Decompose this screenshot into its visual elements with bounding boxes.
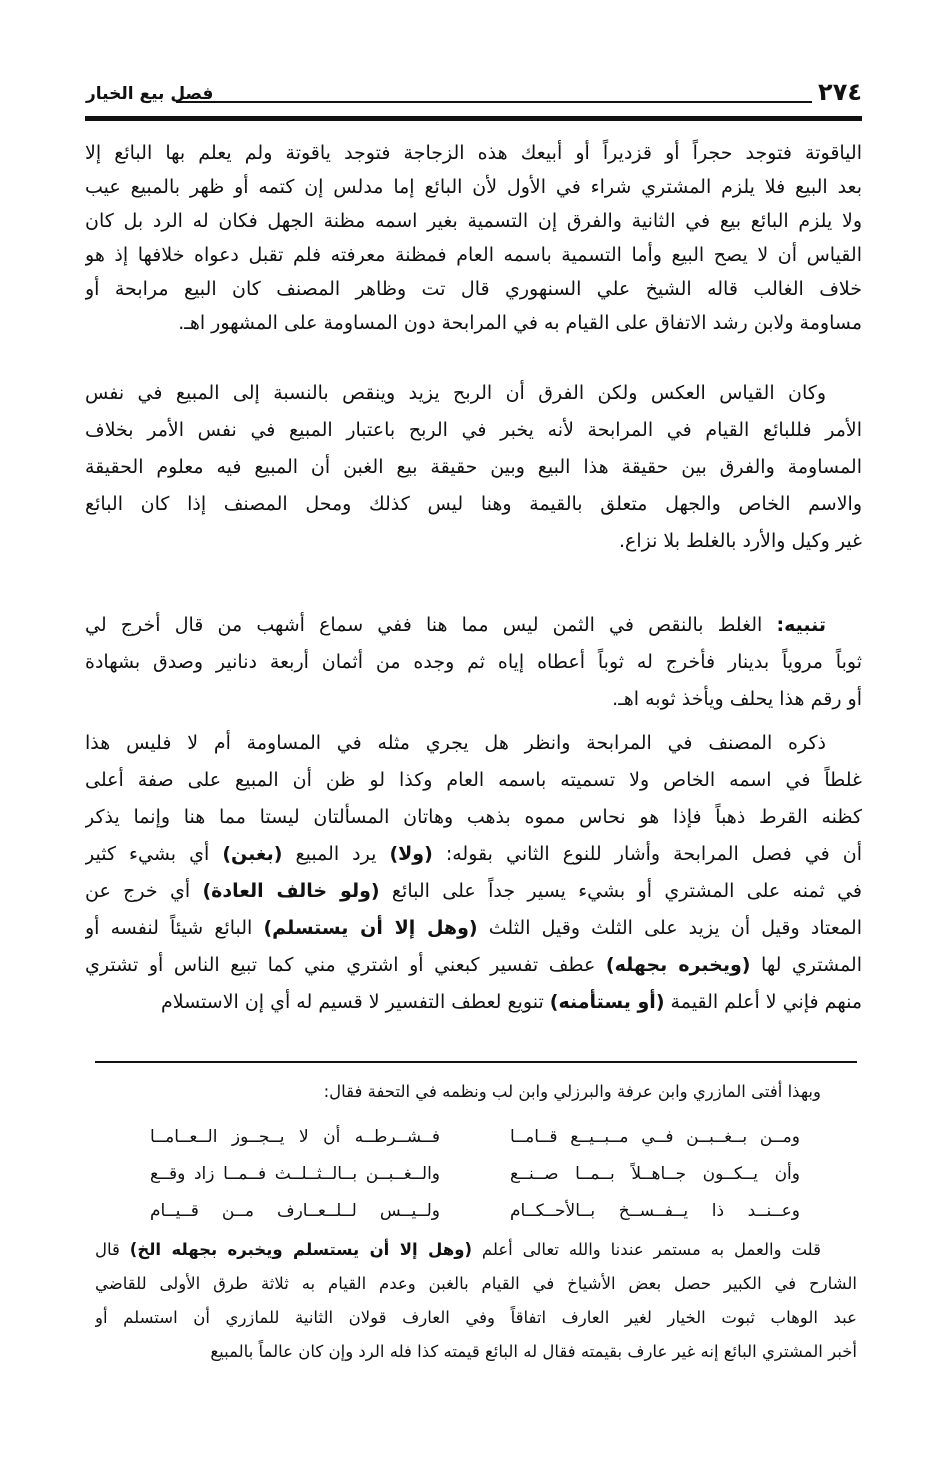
- text-line: [85, 136, 862, 170]
- text-line: [95, 1301, 857, 1335]
- text-segment: القياس أن لا يصح البيع وأما التسمية باسمه العام فمظنة معرفته فلم تقبل دعواه خلافها إذ هو: [85, 244, 862, 266]
- text-segment: وكان القياس العكس ولكن الفرق أن الربح يزيد وينقص بالنسبة إلى المبيع في نفس: [85, 382, 826, 404]
- text-line: [85, 170, 862, 204]
- text-segment: الياقوتة فتوجد حجراً أو قزديراً أو أبيعك هذه الزجاجة فتوجد ياقوتة ولم يعلم بها البائع إلا: [85, 142, 862, 164]
- paragraph-2: [85, 375, 862, 560]
- bold-matn-text: تنبيه:: [776, 614, 826, 636]
- verse-row: [140, 1193, 810, 1230]
- text-line: [85, 523, 862, 560]
- text-segment: المعتاد وقيل أن يزيد على الثلث وقيل الثلث: [477, 917, 862, 939]
- text-line: [85, 412, 862, 449]
- bold-matn-text: (وهل إلا أن يستسلم): [263, 917, 478, 939]
- paragraph-1: [85, 136, 862, 340]
- text-line: [85, 947, 862, 984]
- text-segment: تنويع لعطف التفسير لا قسيم له أي إن الاستسلام: [160, 991, 550, 1013]
- text-segment: كظنه القرط ذهباً فإذا هو نحاس مموه بذهب وهاتان المسألتان ليستا مما هنا وإنما يذكر: [85, 806, 862, 828]
- text-line: [85, 910, 862, 947]
- text-segment: الغلط بالنقص في الثمن ليس مما هنا ففي سماع أشهب من قال أخرج لي: [85, 614, 777, 636]
- paragraph-4: [85, 725, 862, 1021]
- text-segment: غير وكيل والأرد بالغلط بلا نزاع.: [618, 530, 862, 552]
- text-line: [85, 836, 862, 873]
- text-segment: أخبر المشتري البائع إنه غير عارف بقيمته فقال له البائع قيمته كذا فله الرد وإن كان عالماً بالمبيع: [210, 1342, 857, 1361]
- text-segment: أي بشيء كثير: [85, 843, 223, 865]
- text-segment: منهم فإني لا أعلم القيمة: [664, 991, 862, 1013]
- text-segment: عطف تفسير كبعني أو اشتري مني كما تبيع الناس أو تشتري: [85, 954, 606, 976]
- text-segment: مساومة ولابن رشد الاتفاق على القيام به في المرابحة دون المساومة على المشهور اهـ.: [178, 312, 862, 334]
- bold-matn-text: (وهل إلا أن يستسلم ويخبره بجهله الخ): [129, 1240, 472, 1259]
- text-line: [85, 272, 862, 306]
- verse-first-hemistich: ومــن بــغــبــن فــي مــبــيــع قــامــا: [510, 1127, 800, 1147]
- bold-matn-text: (ولا): [389, 843, 433, 865]
- paragraph-3-note: [85, 607, 862, 718]
- text-segment: الشارح في الكبير حصل بعض الأشياخ في القيام بالغبن وعدم القيام به ثلاثة طرق الأولى للقاضي: [95, 1274, 857, 1293]
- verse-second-hemistich: فــشــرطــه أن لا يــجــوز الــعــامــا: [150, 1127, 440, 1147]
- text-segment: البائع شيئاً لنفسه أو: [85, 917, 264, 939]
- text-line: [85, 984, 862, 1021]
- footnote-rule: [95, 1061, 857, 1063]
- bold-matn-text: (ولو خالف العادة): [202, 880, 380, 902]
- text-line: [95, 1267, 857, 1301]
- verse-row: [140, 1119, 810, 1156]
- text-line: [85, 486, 862, 523]
- text-segment: ذكره المصنف في المرابحة وانظر هل يجري مثله في المساومة أم لا فليس هذا: [85, 732, 826, 754]
- text-segment: يرد المبيع: [282, 843, 390, 865]
- verse-second-hemistich: ولــيــس لــلــعــارف مــن قــيــام: [150, 1201, 440, 1221]
- footnote-verses: [140, 1119, 810, 1230]
- text-segment: أن في فصل المرابحة وأشار للنوع الثاني بقوله:: [432, 843, 862, 865]
- verse-second-hemistich: والــغــبــن بــالــثــلــث فــمــا زاد وقــع: [150, 1164, 440, 1184]
- bold-matn-text: (بغبن): [222, 843, 283, 865]
- text-segment: قلت والعمل به مستمر عندنا والله تعالى أعلم: [472, 1240, 822, 1259]
- text-segment: خلاف الغالب قاله الشيخ علي السنهوري قال تت وظاهر المصنف كان البيع مرابحة أو: [85, 278, 862, 300]
- text-segment: المشتري لها: [750, 954, 862, 976]
- footnote-intro-text: وبهذا أفتى المازري وابن عرفة والبرزلي وابن لب ونظمه في التحفة فقال:: [323, 1082, 821, 1101]
- text-line: [95, 1335, 857, 1369]
- page-number: ٢٧٤: [818, 78, 862, 106]
- text-line: [85, 762, 862, 799]
- running-title: فصل بيع الخيار: [86, 84, 214, 104]
- text-line: [85, 375, 862, 412]
- text-line: [85, 799, 862, 836]
- text-line: [85, 873, 862, 910]
- text-line: [85, 449, 862, 486]
- bold-matn-text: (ويخبره بجهله): [605, 954, 751, 976]
- text-line: [85, 238, 862, 272]
- text-segment: ثوباً مروياً بدينار فأخرج له ثوباً أعطاه إياه ثم وجده من أثمان أربعة دنانير وصدق بشهادة: [85, 651, 862, 673]
- verse-row: [140, 1156, 810, 1193]
- text-segment: عبد الوهاب ثبوت الخيار لغير العارف اتفاقاً وفي العارف قولان الثانية للمازري أن استسلم أو: [95, 1308, 857, 1327]
- text-segment: في ثمنه على المشتري أو بشيء يسير جداً على البائع: [379, 880, 862, 902]
- text-segment: قال: [95, 1240, 130, 1259]
- text-segment: غلطاً في اسمه الخاص ولا تسميته باسمه العام وكذا لو ظن أن المبيع على صفة أعلى: [85, 769, 862, 791]
- text-line: [85, 725, 862, 762]
- text-segment: والاسم الخاص والجهل متعلق بالقيمة وهنا ليس كذلك ومحل المصنف إذا كان البائع: [85, 493, 862, 515]
- verse-first-hemistich: وعــنــد ذا يــفــســخ بــالأحــكــام: [510, 1201, 800, 1221]
- text-line: [85, 607, 862, 644]
- text-segment: أو رقم هذا يحلف ويأخذ ثوبه اهـ.: [612, 688, 862, 710]
- text-segment: الأمر فللبائع القيام في المرابحة لأنه يخبر في الربح باعتبار المبيع في نفس الأمر بخلاف: [85, 419, 862, 441]
- text-segment: أي خرج عن: [85, 880, 203, 902]
- footnote-intro: [95, 1075, 857, 1109]
- bold-matn-text: (أو يستأمنه): [549, 991, 665, 1013]
- text-line: [85, 681, 862, 718]
- text-line: [85, 204, 862, 238]
- text-segment: المساومة والفرق بين حقيقة هذا البيع وبين حقيقة بيع الغبن أن المبيع فيه معلوم الحقيقة: [85, 456, 862, 478]
- header-rule: [85, 116, 862, 121]
- text-segment: بعد البيع فلا يلزم المشتري شراء في الأول لأن البائع إما مدلس إن كتمه أو ظهر بالمبيع عيب: [85, 176, 862, 198]
- footnote-body: [95, 1233, 857, 1369]
- text-segment: ولا يلزم البائع بيع في الثانية والفرق إن التسمية بغير اسمه مظنة الجهل فكان له الرد بل كان: [85, 210, 862, 232]
- text-line: [95, 1233, 857, 1267]
- text-line: [85, 644, 862, 681]
- header-divider: [176, 101, 812, 103]
- text-line: [85, 306, 862, 340]
- verse-first-hemistich: وأن يــكــون جــاهــلاً بــمــا صــنــع: [510, 1164, 800, 1184]
